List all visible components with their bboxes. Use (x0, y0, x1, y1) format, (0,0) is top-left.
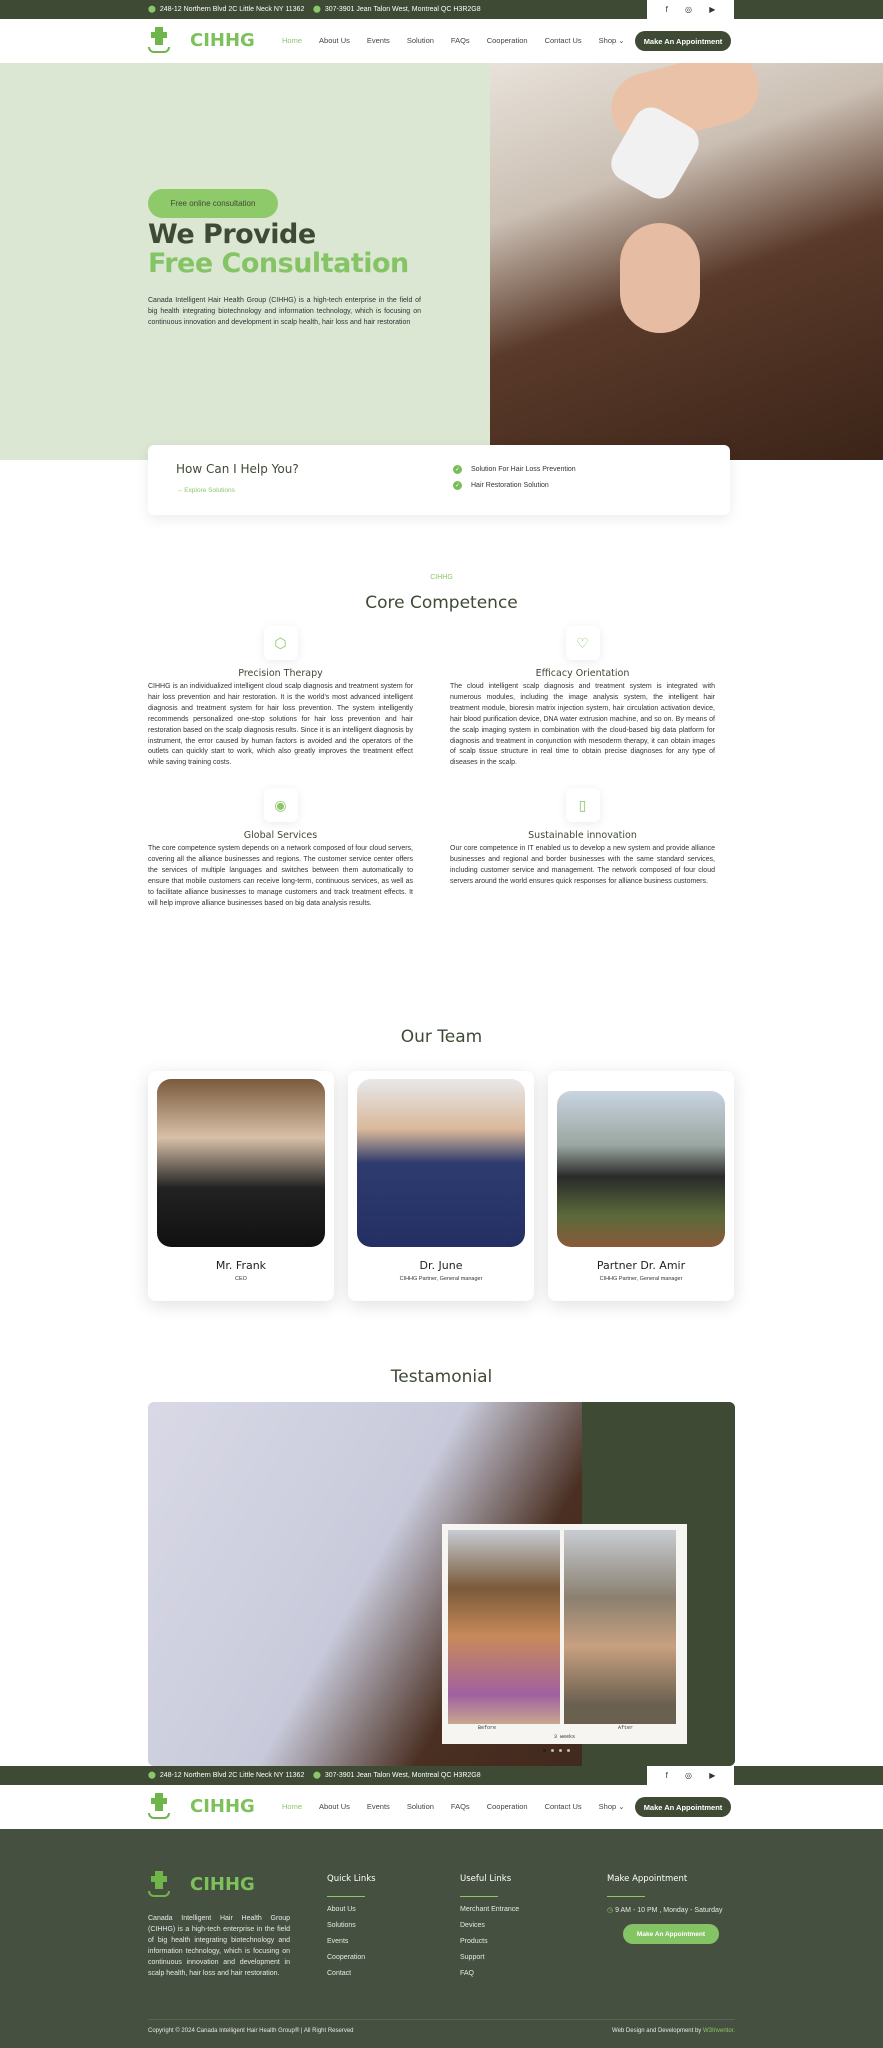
divider (148, 2019, 735, 2020)
column-title: Useful Links (460, 1874, 512, 1884)
team-card[interactable] (348, 1071, 534, 1301)
social-links (647, 0, 734, 19)
logo[interactable] (148, 1791, 255, 1821)
slider-dot[interactable] (543, 1749, 546, 1752)
nav-shop[interactable] (599, 36, 625, 45)
footer-description: Canada Intelligent Hair Health Group (CIHHG) is a high-tech enterprise in the field of big health integrating biotechnology and information technology, which is focusing on continuous innovation and development in scalp health, hair loss and hair restoration. (148, 1915, 290, 1977)
hours-text: 9 AM - 10 PM , Monday - Saturday (615, 1907, 723, 1914)
logo[interactable] (148, 25, 255, 55)
team-photo (357, 1079, 525, 1247)
solution-item[interactable] (453, 465, 576, 474)
member-role: CIHHG Partner, General manager (399, 1276, 483, 1282)
check-icon: ✓ (454, 483, 461, 489)
check-icon: ✓ (454, 467, 461, 473)
logo-icon (148, 1869, 170, 1899)
nav-cooperation[interactable]: Cooperation (486, 36, 528, 45)
help-card (148, 445, 730, 515)
solution-label: Solution For Hair Loss Prevention (471, 466, 576, 473)
before-photo (448, 1530, 560, 1724)
address-2 (313, 5, 481, 13)
slider-dot[interactable] (551, 1749, 554, 1752)
footer-appointment-button[interactable]: Make An Appointment (623, 1924, 719, 1944)
footer (0, 1829, 883, 2048)
location-pin-icon: ⬤ (148, 6, 156, 13)
feature-global-services (148, 788, 413, 909)
after-label: After (618, 1725, 634, 1731)
nav-solution[interactable]: Solution (406, 36, 434, 45)
feature-text: CIHHG is an individualized intelligent cloud scalp diagnosis and treatment system for hair loss prevention and hair restoration. It is the world's most advanced intelligent diagnosis and treatment system for hair loss prevention. The system intelligently recommends personalized one-stop solutions for hair loss prevention and hair restoration based on the scalp diagnosis results. Since it is an intelligent diagnosis by instrument, the error caused by human factors is avoided and the operators of the outlets can quickly start to work, which also greatly improves the treatment effect while saving training costs. (148, 683, 413, 767)
footer-link[interactable]: FAQ (460, 1970, 475, 1977)
appointment-button[interactable]: Make An Appointment (635, 1797, 731, 1817)
location-pin-icon: ⬤ (148, 1772, 156, 1779)
consultation-pill[interactable]: Free online consultation (148, 189, 278, 218)
logo-icon (148, 1791, 170, 1821)
nav-events[interactable]: Events (366, 1802, 390, 1811)
location-pin-icon: ⬤ (313, 6, 321, 13)
chevron-down-icon: ⌄ (618, 36, 625, 45)
hero-image (490, 63, 883, 460)
feature-efficacy-orientation (450, 626, 715, 769)
address-1 (148, 5, 304, 13)
footer-link[interactable]: Events (327, 1938, 349, 1945)
hero-title-accent: Free Consultation (148, 248, 409, 279)
member-role: CEO (235, 1276, 247, 1282)
footer-link[interactable]: Solutions (327, 1922, 356, 1929)
nav-cooperation[interactable]: Cooperation (486, 1802, 528, 1811)
youtube-icon[interactable]: ▶ (709, 1771, 716, 1780)
address-text: 307-3901 Jean Talon West, Montreal QC H3R2G8 (324, 1772, 481, 1779)
nav-about[interactable]: About Us (319, 36, 350, 45)
hero-description: Canada Intelligent Hair Health Group (CIHHG) is a high-tech enterprise in the field of big health integrating biotechnology and information technology, which is focusing on continuous innovation and development in scalp health, hair loss and hair restoration (148, 297, 421, 326)
team-card[interactable] (548, 1071, 734, 1301)
main-nav (0, 19, 883, 63)
credit-link[interactable]: W3Inventor. (702, 2028, 735, 2034)
member-role: CIHHG Partner, General manager (599, 1276, 683, 1282)
nav-shop-label: Shop (598, 1802, 617, 1811)
nav-solution[interactable]: Solution (406, 1802, 434, 1811)
address-text: 248-12 Northern Blvd 2C Little Neck NY 11362 (159, 6, 305, 13)
footer-link[interactable]: Cooperation (327, 1954, 366, 1961)
section-title: Core Competence (365, 593, 518, 613)
nav-contact[interactable]: Contact Us (544, 1802, 582, 1811)
team-title: Our Team (400, 1027, 483, 1047)
youtube-icon[interactable]: ▶ (709, 5, 716, 14)
document-icon: ▯ (566, 788, 600, 822)
credit-text: Web Design and Development by (612, 2028, 703, 2034)
team-photo (557, 1091, 725, 1247)
nav-faqs[interactable]: FAQs (450, 36, 470, 45)
feature-title: Efficacy Orientation (535, 668, 630, 679)
useful-links (460, 1874, 519, 1977)
team-card[interactable] (148, 1071, 334, 1301)
top-bar (0, 0, 883, 19)
slider-dot[interactable] (559, 1749, 562, 1752)
top-bar (0, 1766, 883, 1785)
sticky-header (0, 1766, 883, 1829)
feature-title: Precision Therapy (238, 668, 323, 679)
feature-precision-therapy (148, 626, 413, 769)
column-title: Make Appointment (607, 1874, 688, 1884)
footer-link[interactable]: Contact (327, 1970, 352, 1977)
before-after-image (442, 1524, 687, 1744)
quick-links (327, 1874, 376, 1977)
member-name: Partner Dr. Amir (596, 1259, 686, 1272)
heart-icon: ♡ (566, 626, 600, 660)
duration-caption: 3 weeks (554, 1734, 576, 1740)
logo-icon (148, 25, 170, 55)
feature-title: Global Services (243, 830, 318, 841)
facebook-icon[interactable]: f (665, 1771, 668, 1780)
footer-link[interactable]: Products (460, 1938, 488, 1945)
globe-icon: ◉ (264, 788, 298, 822)
slider-dot[interactable] (567, 1749, 570, 1752)
nav-home[interactable]: Home (282, 1802, 303, 1811)
nav-home[interactable]: Home (282, 36, 303, 45)
column-title: Quick Links (327, 1874, 376, 1884)
header (0, 0, 883, 63)
main-nav (0, 1785, 883, 1829)
footer-link[interactable]: Devices (460, 1922, 485, 1929)
feature-text: The core competence system depends on a network composed of four cloud servers, covering all the alliance businesses and regions. The customer service center offers the services of multiple languages and switches between them automatically to ensure that mobile customers can receive long-term, continuous services, as well as to facilitate alliance businesses to manage customers and track treatment effects. It will help improve alliance businesses based on big data analysis results. (148, 845, 413, 907)
hero-title: We Provide (148, 219, 316, 250)
facebook-icon[interactable]: f (665, 5, 668, 14)
slider-dots (543, 1749, 570, 1752)
clock-icon: ◷ (607, 1907, 614, 1914)
nav-menu (282, 36, 625, 45)
appointment-button[interactable]: Make An Appointment (635, 31, 731, 51)
address-text: 248-12 Northern Blvd 2C Little Neck NY 11362 (159, 1772, 305, 1779)
logo-text: CIHHG (190, 1873, 255, 1895)
testimonial-title: Testamonial (390, 1367, 493, 1387)
nav-shop[interactable] (599, 1802, 625, 1811)
feature-sustainable-innovation (450, 788, 715, 888)
solution-item[interactable] (453, 481, 549, 490)
instagram-icon[interactable]: ◎ (685, 5, 693, 14)
hexagon-icon: ⬡ (264, 626, 298, 660)
logo-text: CIHHG (190, 1795, 255, 1817)
appointment-column (607, 1874, 722, 1944)
section-label: CIHHG (430, 574, 453, 581)
footer-link[interactable]: About Us (327, 1906, 356, 1913)
location-pin-icon: ⬤ (313, 1772, 321, 1779)
help-title: How Can I Help You? (176, 462, 299, 476)
footer-link[interactable]: Merchant Entrance (460, 1906, 520, 1913)
header (0, 1766, 883, 1829)
nav-shop-label: Shop (598, 36, 617, 45)
team-photo (157, 1079, 325, 1247)
before-label: Before (478, 1725, 497, 1731)
address-1 (148, 1771, 304, 1779)
member-name: Dr. June (419, 1259, 463, 1272)
address-2 (313, 1771, 481, 1779)
member-name: Mr. Frank (215, 1259, 267, 1272)
nav-events[interactable]: Events (366, 36, 390, 45)
logo-text: CIHHG (190, 29, 255, 51)
feature-text: Our core competence in IT enabled us to develop a new system and provide alliance businesses and regional and border businesses with the same standard services, including customer service and management. The network composed of four cloud servers around the world ensures quick responses for alliance business customers. (450, 845, 715, 885)
footer-link[interactable]: Support (460, 1954, 485, 1961)
chevron-down-icon: ⌄ (618, 1802, 625, 1811)
solution-label: Hair Restoration Solution (471, 482, 549, 489)
address-text: 307-3901 Jean Talon West, Montreal QC H3R2G8 (324, 6, 481, 13)
after-photo (564, 1530, 676, 1724)
credit (612, 2028, 735, 2034)
explore-solutions-link[interactable]: → Explore Solutions (176, 487, 235, 494)
hours (607, 1906, 722, 1914)
hero (0, 63, 883, 460)
social-links (647, 1766, 734, 1785)
nav-faqs[interactable]: FAQs (450, 1802, 470, 1811)
feature-text: The cloud intelligent scalp diagnosis and treatment system is integrated with numerous modules, including the image analysis system, the intelligent hair treatment module, bioresin matrix injection system, hair circulation activation device, hair blood purification device, DNA water extrusion machine, and so on. By means of the scalp imaging system in combination with the cloud-based big data platform for diagnosis and treatment in conjunction with mesoderm therapy, it can obtain images of scalp tissue structure in real time to obtain precise diagnoses for any type of diseases in the scalp. (450, 683, 715, 767)
copyright: Copyright © 2024 Canada Intelligent Hair Health Group® | All Right Reserved (148, 2028, 354, 2034)
nav-about[interactable]: About Us (319, 1802, 350, 1811)
instagram-icon[interactable]: ◎ (685, 1771, 693, 1780)
nav-contact[interactable]: Contact Us (544, 36, 582, 45)
feature-title: Sustainable innovation (528, 830, 637, 841)
footer-logo[interactable] (148, 1869, 255, 1899)
testimonial-slider (148, 1402, 735, 1766)
nav-menu (282, 1802, 625, 1811)
